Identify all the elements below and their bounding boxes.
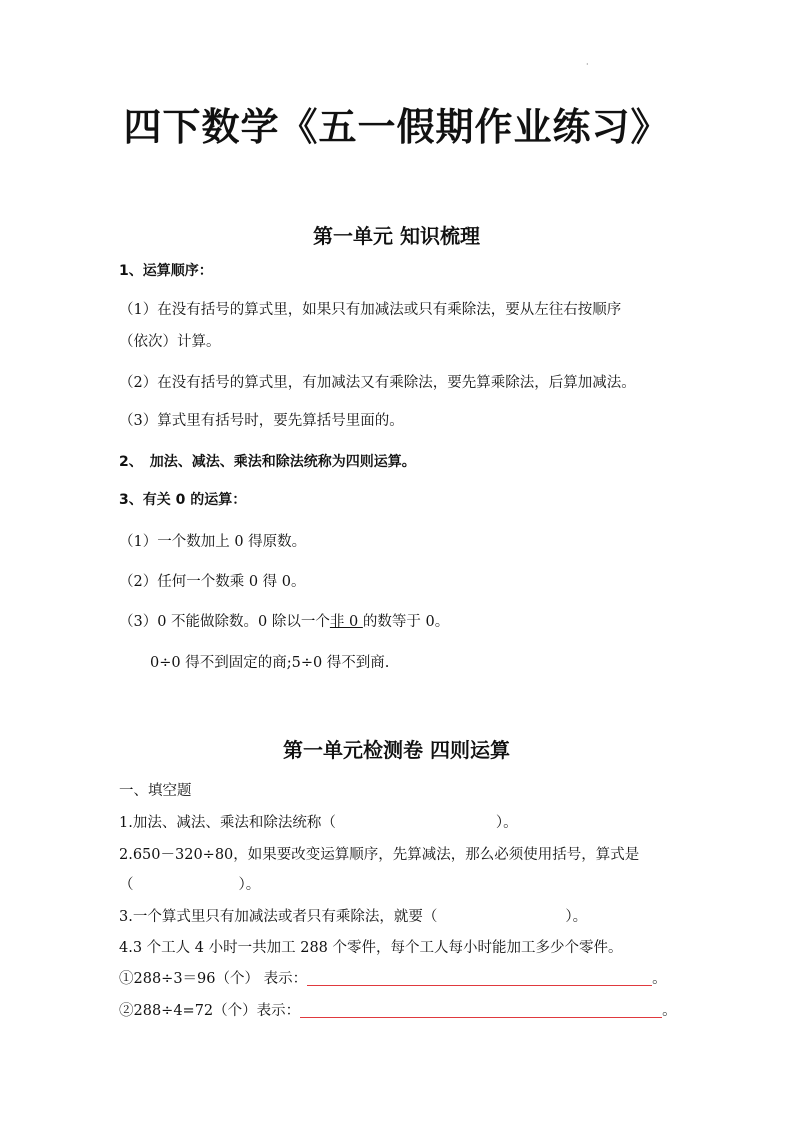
item2: 2、 加法、减法、乘法和除法统称为四则运算。	[119, 454, 416, 470]
q2-post: ）。	[238, 877, 261, 893]
question-1	[119, 811, 518, 832]
item1-p1-line1: （1）在没有括号的算式里，如果只有加减法或只有乘除法，要从左往右按顺序	[119, 302, 622, 318]
item1-p3: （3）算式里有括号时，要先算括号里面的。	[119, 413, 404, 429]
header-mark: ·	[586, 60, 589, 69]
q4a-post: 。	[652, 971, 667, 987]
q3-pre: 3.一个算式里只有加减法或者只有乘除法，就要（	[119, 909, 438, 925]
q1-post: ）。	[495, 815, 518, 831]
item1-title: 1、运算顺序：	[119, 263, 213, 279]
q4b-pre: ②288÷4=72（个）表示：	[119, 1003, 301, 1019]
item3-p4: 0÷0 得不到固定的商;5÷0 得不到商.	[150, 655, 390, 671]
question-4: 4.3 个工人 4 小时一共加工 288 个零件，每个工人每小时能加工多少个零件。	[119, 940, 623, 956]
question-4a	[119, 967, 667, 988]
item3-p3	[119, 610, 449, 631]
question-2-line1: 2.650－320÷80，如果要改变运算顺序，先算减法，那么必须使用括号，算式是	[119, 847, 640, 863]
question-2-line2	[119, 873, 260, 894]
q4a-answer-line[interactable]	[307, 971, 652, 986]
question-4b	[119, 999, 677, 1020]
question-3	[119, 905, 587, 926]
q2-pre: （	[119, 877, 134, 893]
item1-p2: （2）在没有括号的算式里，有加减法又有乘除法，要先算乘除法，后算加减法。	[119, 375, 636, 391]
q3-post: ）。	[565, 909, 588, 925]
item1-p1-line2: （依次）计算。	[119, 334, 221, 350]
item3-title: 3、有关 0 的运算：	[119, 492, 247, 508]
item3-p3-underlined: 非 0	[329, 614, 363, 630]
part-title: 一、填空题	[119, 783, 192, 799]
q4b-answer-line[interactable]	[300, 1003, 662, 1018]
item3-p1: （1）一个数加上 0 得原数。	[119, 534, 307, 550]
section1-heading: 第一单元 知识梳理	[313, 224, 480, 248]
item3-p2: （2）任何一个数乘 0 得 0。	[119, 574, 306, 590]
q4a-pre: ①288÷3＝96（个） 表示：	[119, 971, 308, 987]
q1-pre: 1.加法、减法、乘法和除法统称（	[119, 815, 336, 831]
q4b-post: 。	[662, 1003, 677, 1019]
section2-heading: 第一单元检测卷 四则运算	[283, 738, 510, 762]
page-title: 四下数学《五一假期作业练习》	[123, 105, 670, 149]
item3-p3-post: 的数等于 0。	[362, 614, 450, 630]
item3-p3-pre: （3）0 不能做除数。0 除以一个	[119, 614, 330, 630]
